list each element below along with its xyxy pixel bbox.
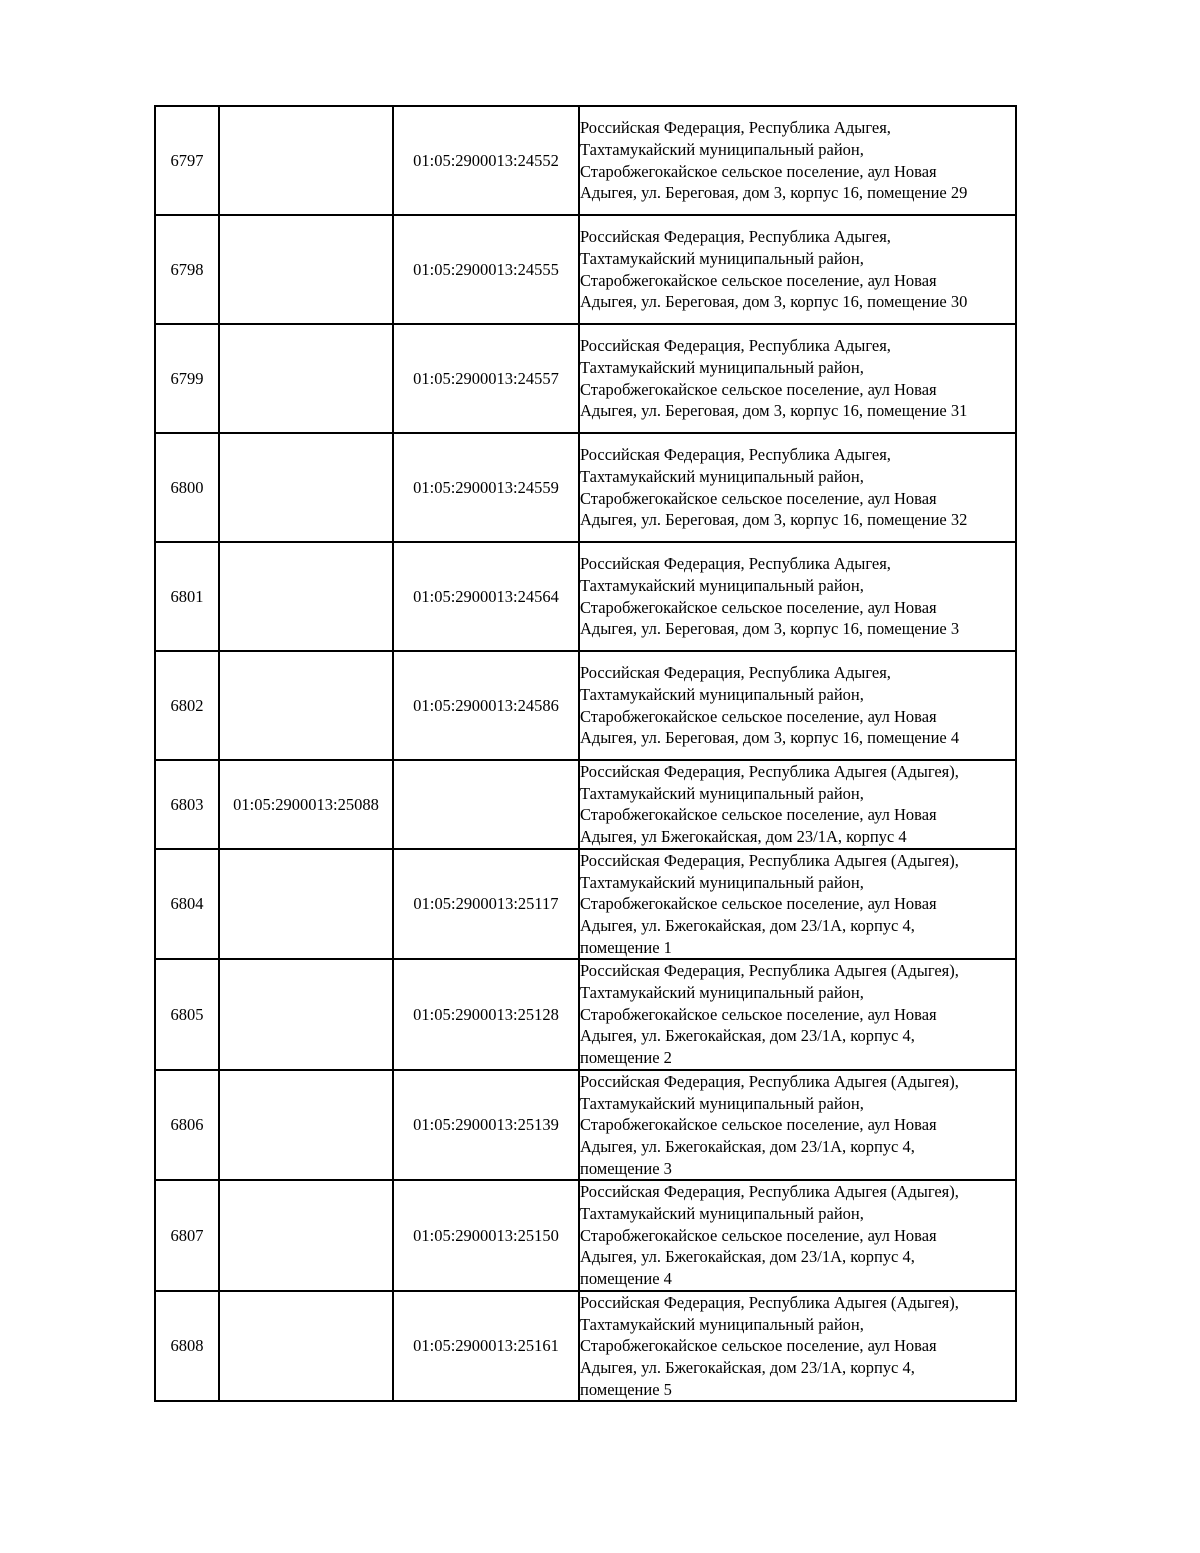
- row-number-cell: 6803: [155, 760, 219, 849]
- address-line: Российская Федерация, Республика Адыгея (Адыгея),: [580, 1292, 959, 1312]
- property-registry-table: [154, 105, 1017, 1402]
- address-line: Адыгея, ул. Береговая, дом 3, корпус 16, помещение 30: [580, 292, 968, 312]
- address-cell: [579, 324, 1016, 433]
- table-row: [155, 433, 1016, 542]
- row-number-cell: 6805: [155, 959, 219, 1070]
- row-number-cell: 6800: [155, 433, 219, 542]
- registry-body: [155, 106, 1016, 1401]
- address-line: Российская Федерация, Республика Адыгея (Адыгея),: [580, 961, 959, 981]
- address-line: Тахтамукайский муниципальный район,: [580, 139, 864, 159]
- table-row: [155, 215, 1016, 324]
- address-line: Тахтамукайский муниципальный район,: [580, 872, 864, 892]
- address-line: Старобжегокайское сельское поселение, аул Новая: [580, 1336, 937, 1356]
- address-line: Адыгея, ул. Бжегокайская, дом 23/1А, корпус 4,: [580, 1026, 915, 1046]
- premises-cadastral-number-cell: 01:05:2900013:25128: [393, 959, 579, 1070]
- address-line: Адыгея, ул Бжегокайская, дом 23/1А, корпус 4: [580, 827, 907, 847]
- address-line: Тахтамукайский муниципальный район,: [580, 357, 864, 377]
- table-row: [155, 1070, 1016, 1181]
- building-cadastral-number-cell: [219, 1070, 393, 1181]
- building-cadastral-number-cell: [219, 324, 393, 433]
- address-line: Адыгея, ул. Бжегокайская, дом 23/1А, корпус 4,: [580, 1136, 915, 1156]
- premises-cadastral-number-cell: 01:05:2900013:24555: [393, 215, 579, 324]
- address-cell: [579, 959, 1016, 1070]
- address-line: Старобжегокайское сельское поселение, аул Новая: [580, 894, 937, 914]
- row-number-cell: 6798: [155, 215, 219, 324]
- building-cadastral-number-cell: [219, 433, 393, 542]
- address-line: Адыгея, ул. Бжегокайская, дом 23/1А, корпус 4,: [580, 1247, 915, 1267]
- address-line: Адыгея, ул. Бжегокайская, дом 23/1А, корпус 4,: [580, 915, 915, 935]
- address-line: Адыгея, ул. Береговая, дом 3, корпус 16, помещение 3: [580, 619, 960, 639]
- address-cell: [579, 215, 1016, 324]
- address-line: Российская Федерация, Республика Адыгея,: [580, 118, 891, 138]
- address-line: Тахтамукайский муниципальный район,: [580, 248, 864, 268]
- address-line: Старобжегокайское сельское поселение, аул Новая: [580, 597, 937, 617]
- table-row: [155, 1180, 1016, 1291]
- row-number-cell: 6808: [155, 1291, 219, 1402]
- premises-cadastral-number-cell: 01:05:2900013:24552: [393, 106, 579, 215]
- row-number-cell: 6801: [155, 542, 219, 651]
- row-number-cell: 6807: [155, 1180, 219, 1291]
- address-line: Старобжегокайское сельское поселение, аул Новая: [580, 1115, 937, 1135]
- address-line: Тахтамукайский муниципальный район,: [580, 575, 864, 595]
- address-line: Старобжегокайское сельское поселение, аул Новая: [580, 1004, 937, 1024]
- address-line: Российская Федерация, Республика Адыгея,: [580, 554, 891, 574]
- address-line: помещение 4: [580, 1269, 672, 1289]
- premises-cadastral-number-cell: 01:05:2900013:24586: [393, 651, 579, 760]
- address-line: помещение 5: [580, 1379, 672, 1399]
- building-cadastral-number-cell: [219, 106, 393, 215]
- address-line: Тахтамукайский муниципальный район,: [580, 983, 864, 1003]
- building-cadastral-number-cell: 01:05:2900013:25088: [219, 760, 393, 849]
- address-line: Российская Федерация, Республика Адыгея,: [580, 227, 891, 247]
- address-line: Тахтамукайский муниципальный район,: [580, 1093, 864, 1113]
- building-cadastral-number-cell: [219, 849, 393, 960]
- address-line: Адыгея, ул. Береговая, дом 3, корпус 16, помещение 31: [580, 401, 968, 421]
- premises-cadastral-number-cell: 01:05:2900013:24564: [393, 542, 579, 651]
- premises-cadastral-number-cell: 01:05:2900013:25161: [393, 1291, 579, 1402]
- table-row: [155, 760, 1016, 849]
- address-line: Старобжегокайское сельское поселение, аул Новая: [580, 161, 937, 181]
- table-row: [155, 959, 1016, 1070]
- address-cell: [579, 1180, 1016, 1291]
- table-row: [155, 106, 1016, 215]
- address-line: Российская Федерация, Республика Адыгея,: [580, 445, 891, 465]
- building-cadastral-number-cell: [219, 215, 393, 324]
- address-line: Адыгея, ул. Береговая, дом 3, корпус 16, помещение 29: [580, 183, 968, 203]
- building-cadastral-number-cell: [219, 959, 393, 1070]
- row-number-cell: 6806: [155, 1070, 219, 1181]
- address-line: Российская Федерация, Республика Адыгея (Адыгея),: [580, 850, 959, 870]
- row-number-cell: 6799: [155, 324, 219, 433]
- address-line: Тахтамукайский муниципальный район,: [580, 1314, 864, 1334]
- address-line: Тахтамукайский муниципальный район,: [580, 466, 864, 486]
- table-row: [155, 849, 1016, 960]
- address-line: Российская Федерация, Республика Адыгея (Адыгея),: [580, 1071, 959, 1091]
- address-line: Старобжегокайское сельское поселение, аул Новая: [580, 706, 937, 726]
- address-line: Тахтамукайский муниципальный район,: [580, 783, 864, 803]
- premises-cadastral-number-cell: 01:05:2900013:25150: [393, 1180, 579, 1291]
- address-line: Адыгея, ул. Береговая, дом 3, корпус 16, помещение 4: [580, 728, 960, 748]
- building-cadastral-number-cell: [219, 542, 393, 651]
- address-cell: [579, 760, 1016, 849]
- address-cell: [579, 1070, 1016, 1181]
- address-line: Адыгея, ул. Бжегокайская, дом 23/1А, корпус 4,: [580, 1357, 915, 1377]
- address-cell: [579, 651, 1016, 760]
- premises-cadastral-number-cell: [393, 760, 579, 849]
- address-cell: [579, 849, 1016, 960]
- address-line: Тахтамукайский муниципальный район,: [580, 684, 864, 704]
- address-line: Старобжегокайское сельское поселение, аул Новая: [580, 379, 937, 399]
- address-cell: [579, 106, 1016, 215]
- table-row: [155, 1291, 1016, 1402]
- premises-cadastral-number-cell: 01:05:2900013:25139: [393, 1070, 579, 1181]
- building-cadastral-number-cell: [219, 1180, 393, 1291]
- premises-cadastral-number-cell: 01:05:2900013:24559: [393, 433, 579, 542]
- address-line: помещение 2: [580, 1048, 672, 1068]
- address-line: Российская Федерация, Республика Адыгея (Адыгея),: [580, 1182, 959, 1202]
- address-line: Тахтамукайский муниципальный район,: [580, 1204, 864, 1224]
- address-line: помещение 3: [580, 1158, 672, 1178]
- address-line: Старобжегокайское сельское поселение, аул Новая: [580, 488, 937, 508]
- address-line: Адыгея, ул. Береговая, дом 3, корпус 16, помещение 32: [580, 510, 968, 530]
- table-row: [155, 542, 1016, 651]
- row-number-cell: 6802: [155, 651, 219, 760]
- table-row: [155, 324, 1016, 433]
- address-line: Российская Федерация, Республика Адыгея (Адыгея),: [580, 762, 959, 781]
- building-cadastral-number-cell: [219, 651, 393, 760]
- building-cadastral-number-cell: [219, 1291, 393, 1402]
- address-line: Старобжегокайское сельское поселение, аул Новая: [580, 270, 937, 290]
- row-number-cell: 6804: [155, 849, 219, 960]
- address-line: Старобжегокайское сельское поселение, аул Новая: [580, 1225, 937, 1245]
- address-line: помещение 1: [580, 937, 672, 957]
- address-cell: [579, 542, 1016, 651]
- address-line: Старобжегокайское сельское поселение, аул Новая: [580, 805, 937, 825]
- premises-cadastral-number-cell: 01:05:2900013:24557: [393, 324, 579, 433]
- address-line: Российская Федерация, Республика Адыгея,: [580, 336, 891, 356]
- address-line: Российская Федерация, Республика Адыгея,: [580, 663, 891, 683]
- row-number-cell: 6797: [155, 106, 219, 215]
- table-row: [155, 651, 1016, 760]
- premises-cadastral-number-cell: 01:05:2900013:25117: [393, 849, 579, 960]
- address-cell: [579, 433, 1016, 542]
- address-cell: [579, 1291, 1016, 1402]
